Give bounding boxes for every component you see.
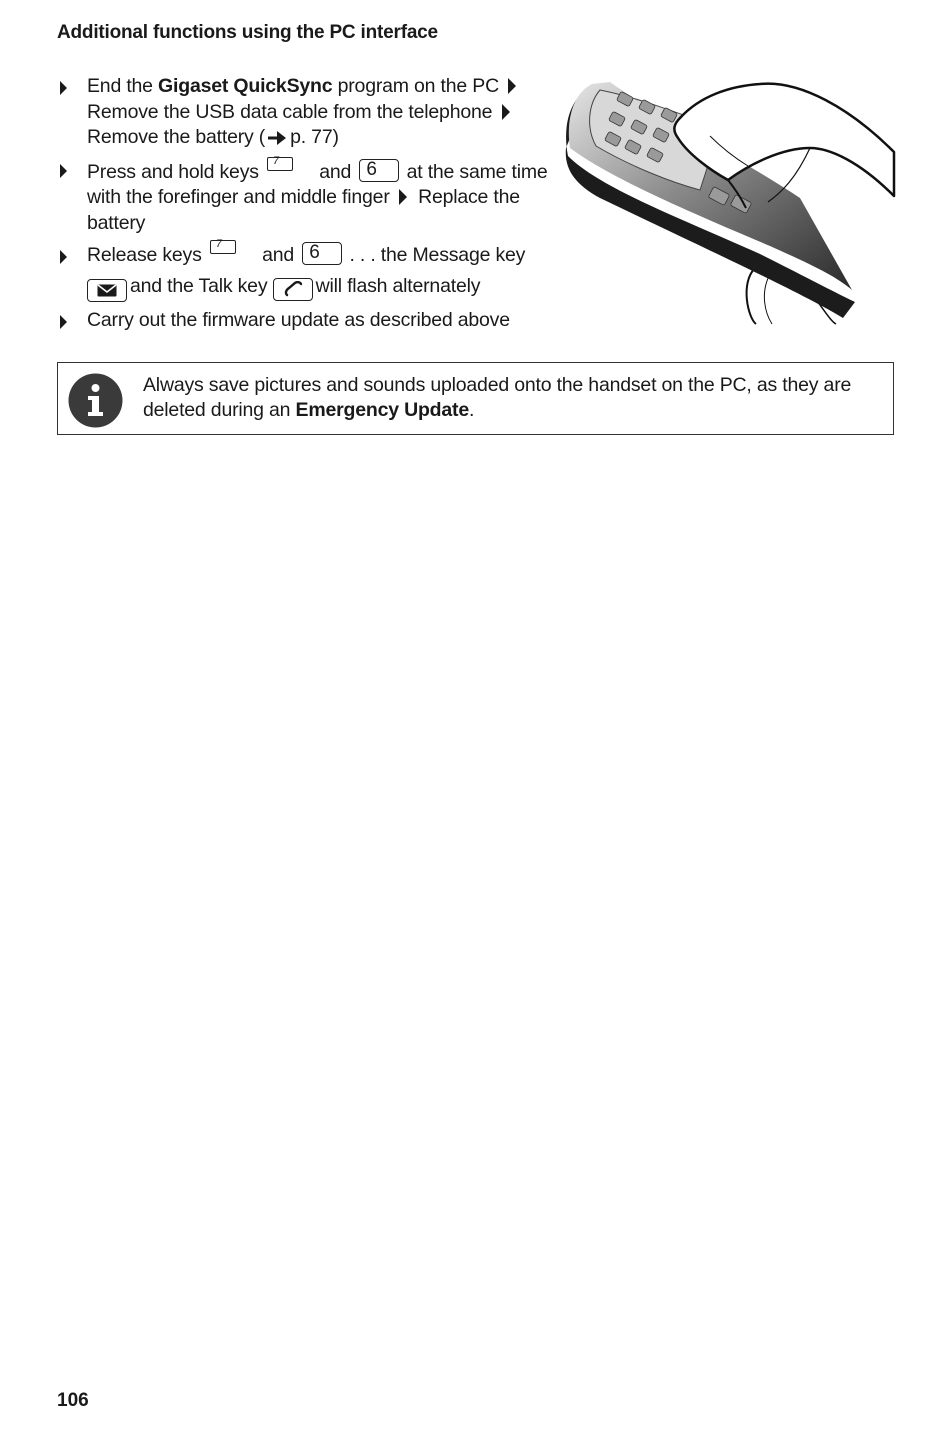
page-reference: p. 77) (290, 126, 339, 148)
next-action-icon (399, 189, 407, 205)
step-firmware-update (60, 308, 550, 334)
step-press-keys (60, 154, 550, 237)
note-text (143, 373, 883, 423)
step4-text: Carry out the firmware update as described above (87, 309, 510, 331)
key-6-icon (359, 159, 399, 182)
step-end-program (60, 74, 550, 151)
step3-text-a: Release keys (87, 244, 202, 266)
info-note (57, 362, 894, 435)
step3-message: . . . the Message key (349, 244, 526, 266)
step2-text-a: Press and hold keys (87, 160, 259, 183)
step-bullet-icon (60, 250, 67, 264)
program-name: Gigaset QuickSync (158, 75, 333, 97)
page-header: Additional functions using the PC interface (57, 22, 438, 43)
step3-talk: and the Talk key (130, 275, 268, 297)
step3-and: and (262, 244, 295, 266)
info-icon (68, 373, 123, 428)
step2-and: and (319, 160, 352, 183)
step1-text-a: End the (87, 75, 153, 97)
message-key-icon (87, 279, 127, 302)
note-end: . (468, 399, 475, 421)
note-emphasis: Emergency Update (295, 399, 469, 421)
step-bullet-icon (60, 81, 67, 95)
step-bullet-icon (60, 164, 67, 178)
step1-remove-battery: Remove the battery ( (87, 126, 266, 148)
step2-replace: Replace the battery (87, 186, 520, 234)
instruction-steps (60, 74, 550, 340)
page-ref-arrow-icon (266, 129, 288, 147)
key-7-label: 7 (215, 238, 222, 250)
step3-flash: will flash alternately (315, 275, 481, 297)
step1-text-b: program on the PC (337, 75, 499, 97)
key-6-label: 6 (366, 158, 377, 180)
step-bullet-icon (60, 315, 67, 329)
step2-text-b: at the same time with the forefinger and middle finger (87, 160, 548, 208)
key-7-icon (210, 240, 236, 254)
key-6-icon (302, 242, 342, 265)
talk-key-icon (273, 278, 313, 301)
next-action-icon (508, 78, 516, 94)
key-7-label: 7 (273, 154, 279, 167)
next-action-icon (502, 104, 510, 120)
step-release-keys (60, 240, 550, 302)
step1-remove-cable: Remove the USB data cable from the telephone (87, 100, 493, 123)
key-6-label: 6 (309, 242, 320, 263)
page-number: 106 (57, 1390, 89, 1411)
handset-illustration (560, 78, 900, 326)
key-7-icon (267, 154, 293, 171)
note-body: Always save pictures and sounds uploaded onto the handset on the PC, as they are deleted during an (143, 374, 852, 421)
